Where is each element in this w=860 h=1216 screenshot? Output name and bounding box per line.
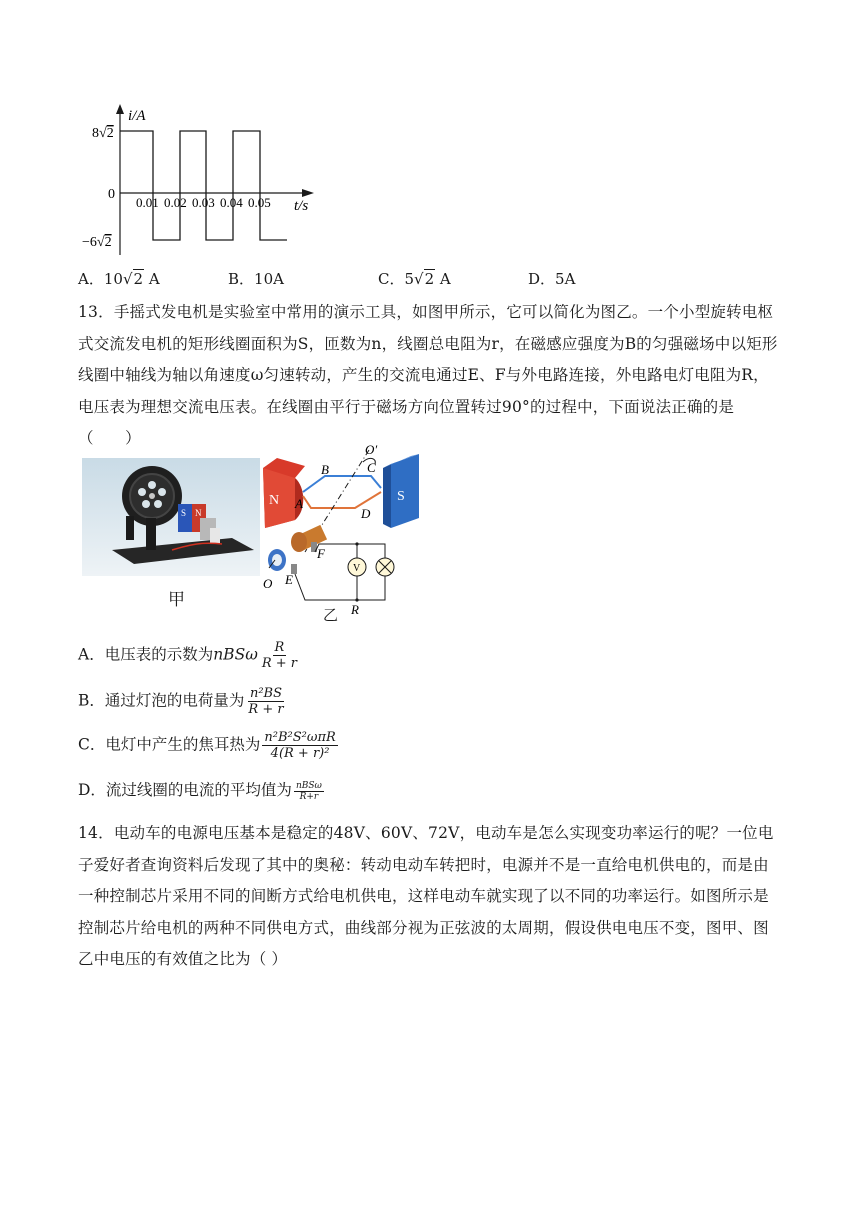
q12-option-a-letter: A． <box>78 270 104 288</box>
q12-option-a-coef: 10 <box>103 270 123 288</box>
q13-option-d-fraction <box>294 781 324 802</box>
voltmeter-label: V <box>353 563 361 574</box>
q12-option-c-unit: A <box>435 270 451 288</box>
q13-option-d-text: D．流过线圈的电流的平均值为 <box>78 781 292 799</box>
n-pole-label: N <box>269 493 280 508</box>
label-f: F <box>317 546 325 561</box>
label-r: R <box>351 602 359 617</box>
label-e: E <box>285 572 293 587</box>
fraction-denominator: R + r <box>248 702 284 717</box>
y-axis-label: i/A <box>128 108 146 124</box>
sqrt-sign: √ <box>414 270 424 288</box>
q13-option-b-text: B．通过灯泡的电荷量为 <box>78 691 245 710</box>
q12-option-a[interactable] <box>78 268 160 289</box>
label-b: B <box>321 462 329 477</box>
q12-option-b[interactable] <box>228 268 284 289</box>
q12-option-c-coef: 5 <box>404 270 415 288</box>
label-c: C <box>367 460 376 475</box>
x-tick-label: 0.05 <box>248 195 271 210</box>
q13-option-c-text: C．电灯中产生的焦耳热为 <box>78 735 261 754</box>
x-tick-label: 0.03 <box>192 195 215 210</box>
s-pole-label: S <box>397 489 405 504</box>
q13-option-c[interactable] <box>78 730 338 761</box>
fraction-denominator: R+r <box>299 791 319 802</box>
x-tick-label: 0.02 <box>164 195 187 210</box>
q13-option-a-text: A．电压表的示数为 <box>78 645 214 664</box>
photo-pole-n: N <box>195 508 202 518</box>
label-a: A <box>295 496 303 511</box>
fraction-numerator: n²BS <box>249 686 283 701</box>
figure-yi-caption: 乙 <box>323 606 339 624</box>
graph-x-arrow <box>302 189 314 197</box>
x-tick-label: 0.01 <box>136 195 159 210</box>
fraction-denominator: R + r <box>261 656 298 671</box>
current-time-graph <box>80 100 330 260</box>
s-magnet <box>391 454 419 528</box>
x-tick-label: 0.04 <box>220 195 243 210</box>
y-top-value-label: 8√2 <box>92 126 114 141</box>
q12-option-c-letter: C． <box>378 270 405 288</box>
x-tick-labels <box>136 195 271 210</box>
label-o: O <box>263 576 273 591</box>
q12-option-c-radicand: 2 <box>424 270 435 288</box>
y-bottom-value-label: −6√2 <box>82 235 112 250</box>
q12-option-d[interactable] <box>528 268 575 289</box>
q13-option-b[interactable] <box>78 686 286 717</box>
graph-y-arrow <box>116 104 124 114</box>
fraction-numerator: nBSω <box>295 780 322 791</box>
square-wave <box>120 131 287 240</box>
fraction-denominator: 4(R + r)² <box>270 746 330 761</box>
q12-option-b-text: B．10A <box>228 270 284 288</box>
q14-stem: 14．电动车的电源电压基本是稳定的48V、60V、72V，电动车是怎么实现变功率运行的呢？一位电子爱好者查询资料后发现了其中的奥秘：转动电动车转把时，电源并不是一直给电机供电的，而是由一种控制芯片采用不同的间断方式给电机供电，这样电动车就实现了以不同的功率运行。如图所示是控制芯片给电机的两种不同供电方式，曲线部分视为正弦波的太周期，假设供电电压不变，图甲、图乙中电压的有效值之比为（ ） <box>78 824 774 968</box>
dashed-reference-lines <box>180 131 260 240</box>
q13-option-a-fraction <box>260 640 299 671</box>
label-d: D <box>361 506 371 521</box>
figure-yi-schematic <box>255 442 430 624</box>
label-o-prime: O′ <box>365 442 378 457</box>
q12-option-c[interactable] <box>378 268 451 289</box>
photo-pole-s: S <box>181 508 187 518</box>
q12-option-d-text: D．5A <box>528 270 576 288</box>
q13-option-a[interactable] <box>78 640 299 671</box>
figure-jia-photo <box>82 458 260 576</box>
q12-option-a-radicand: 2 <box>133 270 144 288</box>
y-zero-label: 0 <box>108 187 115 202</box>
q12-option-a-unit: A <box>144 270 160 288</box>
q13-option-d[interactable] <box>78 778 324 802</box>
figure-jia-caption: 甲 <box>168 590 185 610</box>
sqrt-sign: √ <box>122 270 133 288</box>
q13-option-c-fraction <box>262 730 337 761</box>
fraction-numerator: n²B²S²ωπR <box>264 730 336 745</box>
q13-option-b-fraction <box>246 686 285 717</box>
q13-option-a-expr: nBSω <box>213 645 258 664</box>
fraction-numerator: R <box>274 640 285 655</box>
x-axis-label: t/s <box>294 198 309 214</box>
q13-stem: 13．手摇式发电机是实验室中常用的演示工具，如图甲所示，它可以简化为图乙。一个小型旋转电枢式交流发电机的矩形线圈面积为S，匝数为n，线圈总电阻为r，在磁感应强度为B的匀强磁场中以矩形线圈中轴线为轴以角速度ω匀速转动，产生的交流电通过E、F与外电路连接，外电路电灯电阻为R，电压表为理想交流电压表。在线圈由平行于磁场方向位置转过90°的过程中，下面说法正确的是（ ） <box>78 303 778 447</box>
